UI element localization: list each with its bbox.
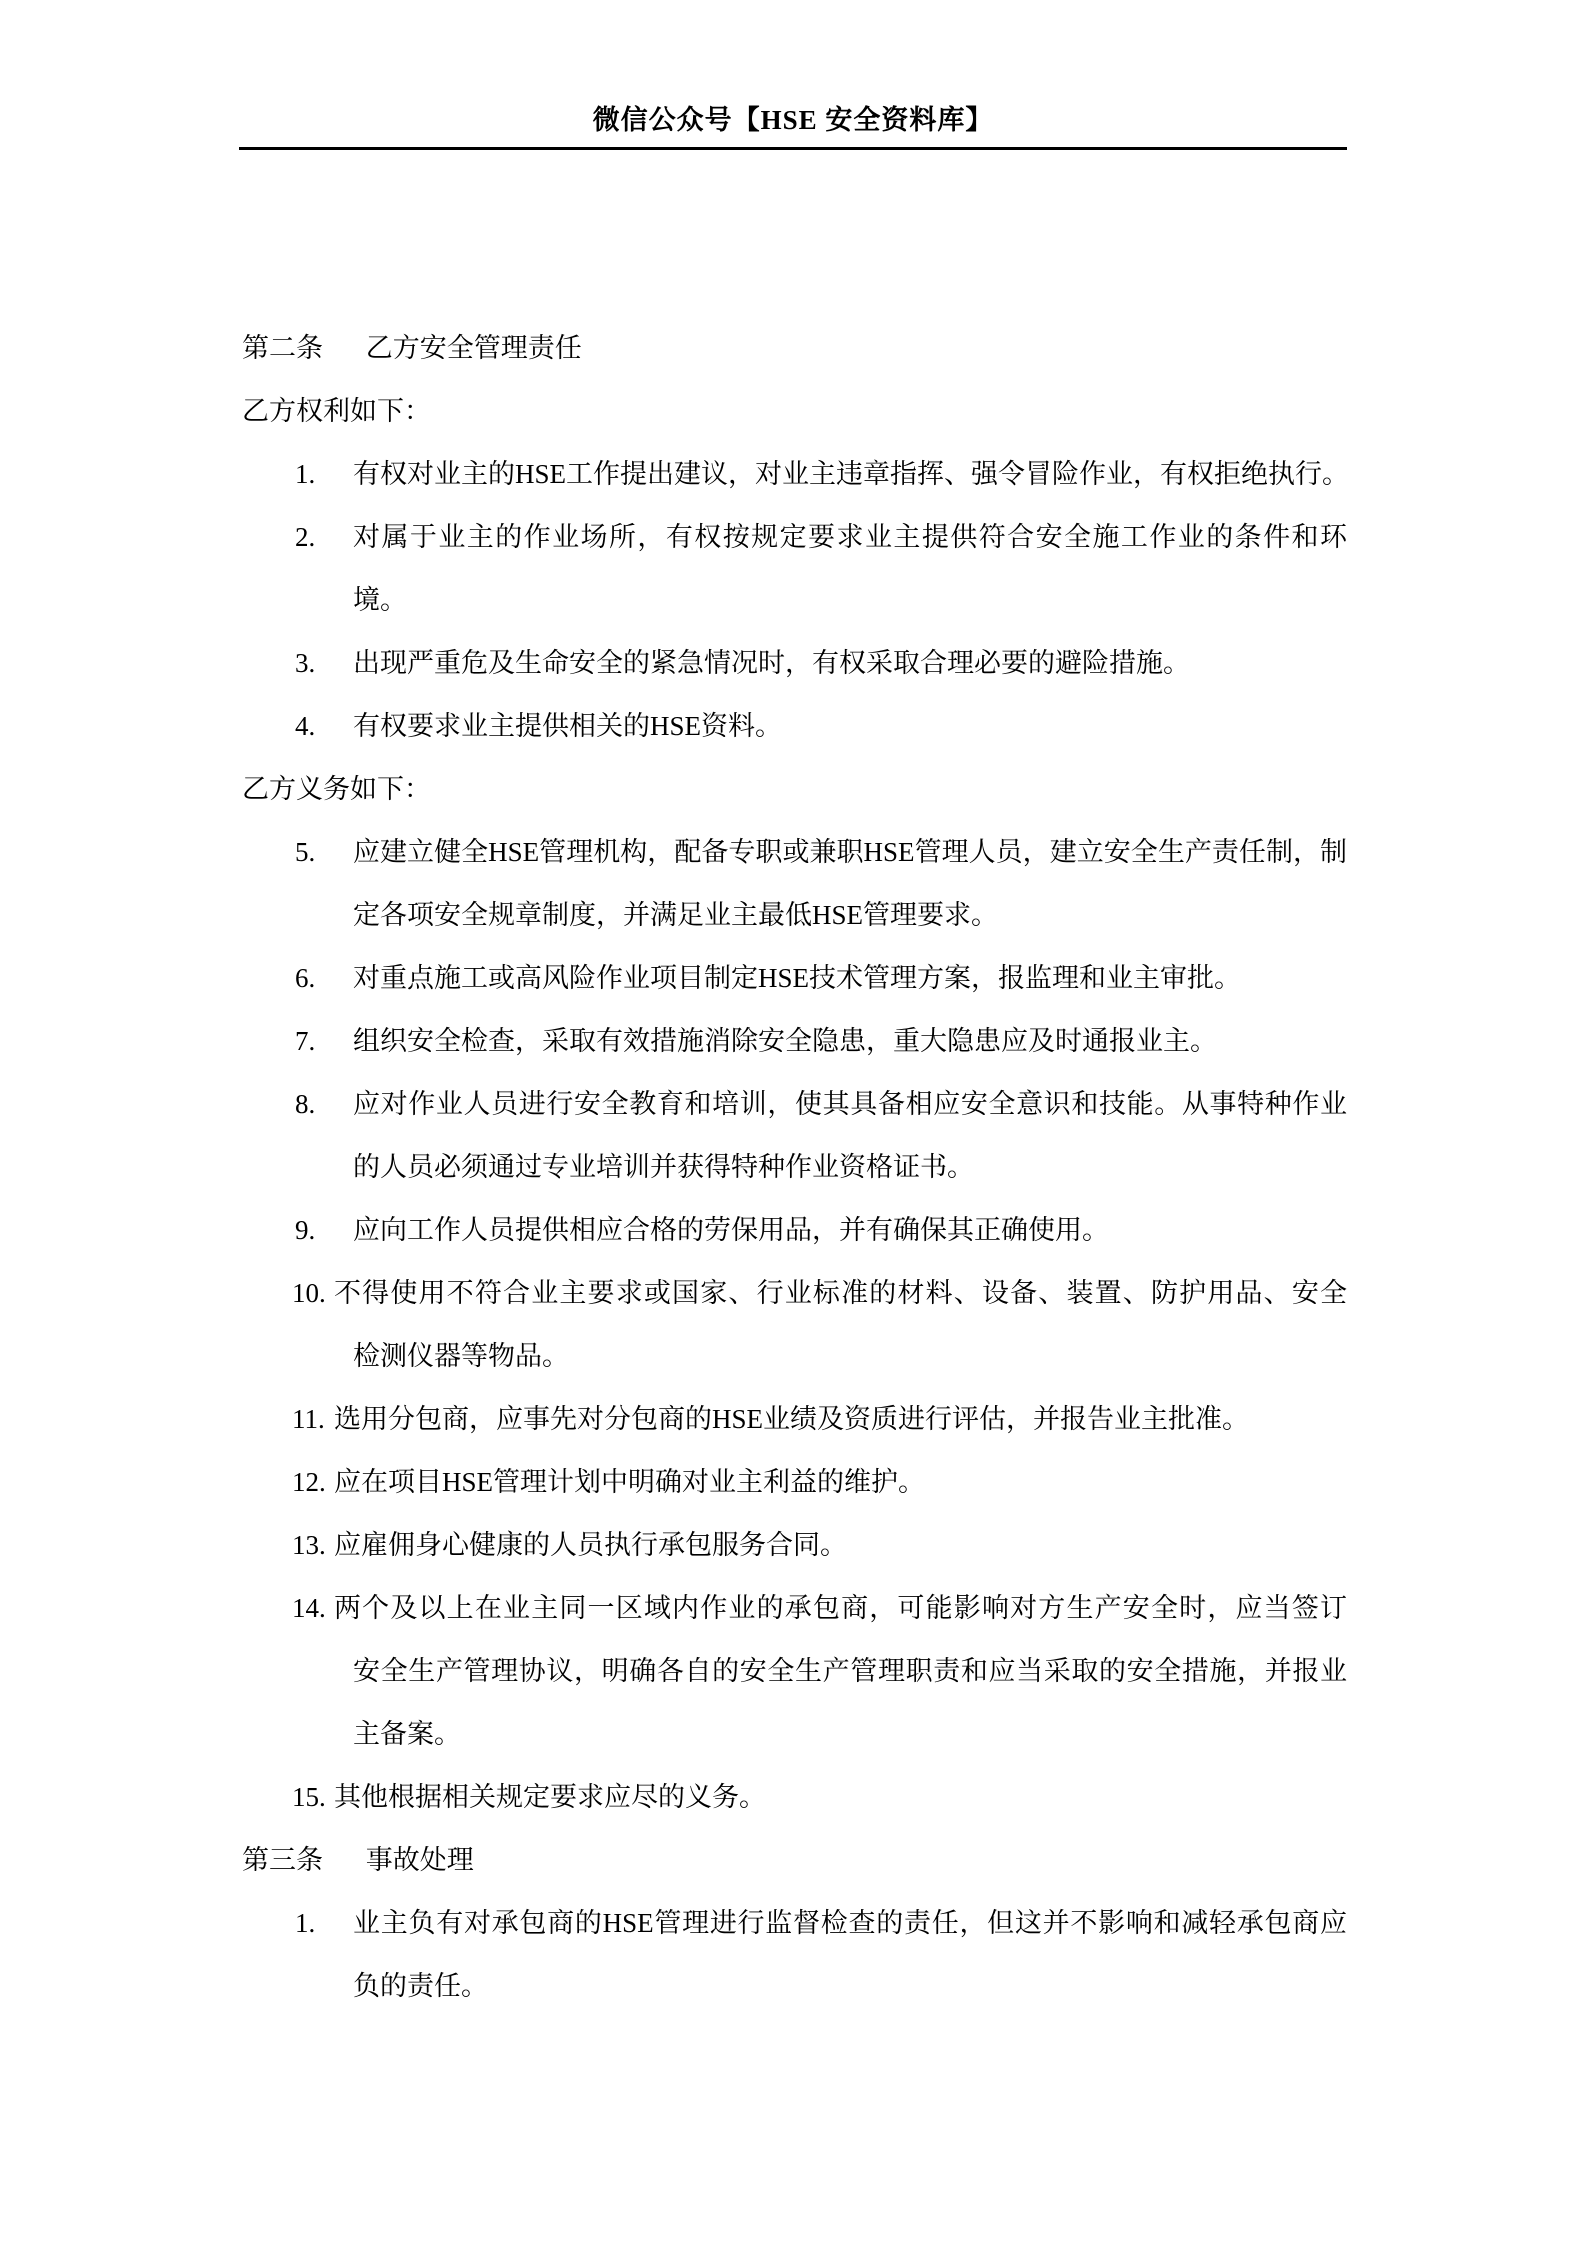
list-item-continuation: 主备案。 — [353, 1719, 461, 1749]
list-item-number: 13. — [292, 1530, 326, 1560]
list-item-line: 两个及以上在业主同一区域内作业的承包商，可能影响对方生产安全时，应当签订 — [334, 1593, 1347, 1623]
list-item-number: 3. — [295, 648, 316, 678]
list-item-continuation: 负的责任。 — [353, 1971, 488, 2001]
list-item-number: 5. — [295, 837, 316, 867]
document-body — [242, 317, 1350, 2018]
page-header: 微信公众号【HSE 安全资料库】 — [592, 105, 994, 135]
list-item-number: 7. — [295, 1026, 316, 1056]
list-item-number: 11. — [292, 1404, 325, 1434]
list-item-line: 对重点施工或高风险作业项目制定HSE技术管理方案，报监理和业主审批。 — [353, 963, 1242, 993]
list-item-line: 不得使用不符合业主要求或国家、行业标准的材料、设备、装置、防护用品、安全 — [334, 1278, 1347, 1308]
list-item-line: 出现严重危及生命安全的紧急情况时，有权采取合理必要的避险措施。 — [353, 648, 1190, 678]
list-item-line: 有权要求业主提供相关的HSE资料。 — [353, 711, 783, 741]
list-item — [242, 632, 1347, 695]
list-item-number: 6. — [295, 963, 316, 993]
list-item — [242, 1451, 1347, 1514]
list-item-line: 应雇佣身心健康的人员执行承包服务合同。 — [334, 1530, 847, 1560]
list-item-line: 组织安全检查，采取有效措施消除安全隐患，重大隐患应及时通报业主。 — [353, 1026, 1217, 1056]
list-item-number: 4. — [295, 711, 316, 741]
list-item — [242, 1262, 1347, 1325]
list-item-number: 1. — [295, 1908, 316, 1938]
list-item-number: 1. — [295, 459, 316, 489]
article-number: 第三条 — [242, 1845, 323, 1875]
list-item — [242, 1577, 1347, 1640]
article-heading — [242, 1829, 1347, 1892]
list-item-number: 2. — [295, 522, 316, 552]
article-title: 乙方安全管理责任 — [365, 333, 582, 363]
list-item — [242, 506, 1347, 569]
list-item-number: 8. — [295, 1089, 316, 1119]
list-item — [242, 695, 1347, 758]
list-item-continuation: 检测仪器等物品。 — [353, 1341, 569, 1371]
list-item-number: 12. — [292, 1467, 326, 1497]
list-item — [242, 1766, 1347, 1829]
list-item-line: 应对作业人员进行安全教育和培训，使其具备相应安全意识和技能。从事特种作业 — [353, 1089, 1347, 1119]
list-item-number: 9. — [295, 1215, 316, 1245]
list-item — [242, 1514, 1347, 1577]
list-item-number: 15. — [292, 1782, 326, 1812]
article-title: 事故处理 — [365, 1845, 474, 1875]
list-item — [242, 821, 1347, 884]
list-item — [242, 947, 1347, 1010]
list-item-line: 对属于业主的作业场所，有权按规定要求业主提供符合安全施工作业的条件和环 — [353, 522, 1347, 552]
article-heading — [242, 317, 1347, 380]
list-item-line: 选用分包商，应事先对分包商的HSE业绩及资质进行评估，并报告业主批准。 — [334, 1404, 1250, 1434]
paragraph-label-rights: 乙方权利如下： — [242, 396, 431, 426]
list-item-continuation: 的人员必须通过专业培训并获得特种作业资格证书。 — [353, 1152, 974, 1182]
list-item — [242, 1199, 1347, 1262]
list-item — [242, 1073, 1347, 1136]
list-item-line: 有权对业主的HSE工作提出建议，对业主违章指挥、强令冒险作业，有权拒绝执行。 — [353, 459, 1350, 489]
list-item-line: 业主负有对承包商的HSE管理进行监督检查的责任，但这并不影响和减轻承包商应 — [353, 1908, 1347, 1938]
header-divider — [239, 147, 1347, 150]
list-item — [242, 443, 1350, 506]
list-item-line: 其他根据相关规定要求应尽的义务。 — [334, 1782, 766, 1812]
list-item-continuation: 安全生产管理协议，明确各自的安全生产管理职责和应当采取的安全措施，并报业 — [353, 1656, 1347, 1686]
article-number: 第二条 — [242, 333, 323, 363]
list-item — [242, 1010, 1347, 1073]
list-item-line: 应建立健全HSE管理机构，配备专职或兼职HSE管理人员，建立安全生产责任制，制 — [353, 837, 1347, 867]
list-item-number: 14. — [292, 1593, 326, 1623]
list-item — [242, 1892, 1347, 1955]
list-item-continuation: 境。 — [353, 585, 407, 615]
list-item-line: 应在项目HSE管理计划中明确对业主利益的维护。 — [334, 1467, 926, 1497]
list-item-line: 应向工作人员提供相应合格的劳保用品，并有确保其正确使用。 — [353, 1215, 1109, 1245]
paragraph-label-duties: 乙方义务如下： — [242, 774, 431, 804]
list-item — [242, 1388, 1347, 1451]
list-item-number: 10. — [292, 1278, 326, 1308]
list-item-continuation: 定各项安全规章制度，并满足业主最低HSE管理要求。 — [353, 900, 999, 930]
